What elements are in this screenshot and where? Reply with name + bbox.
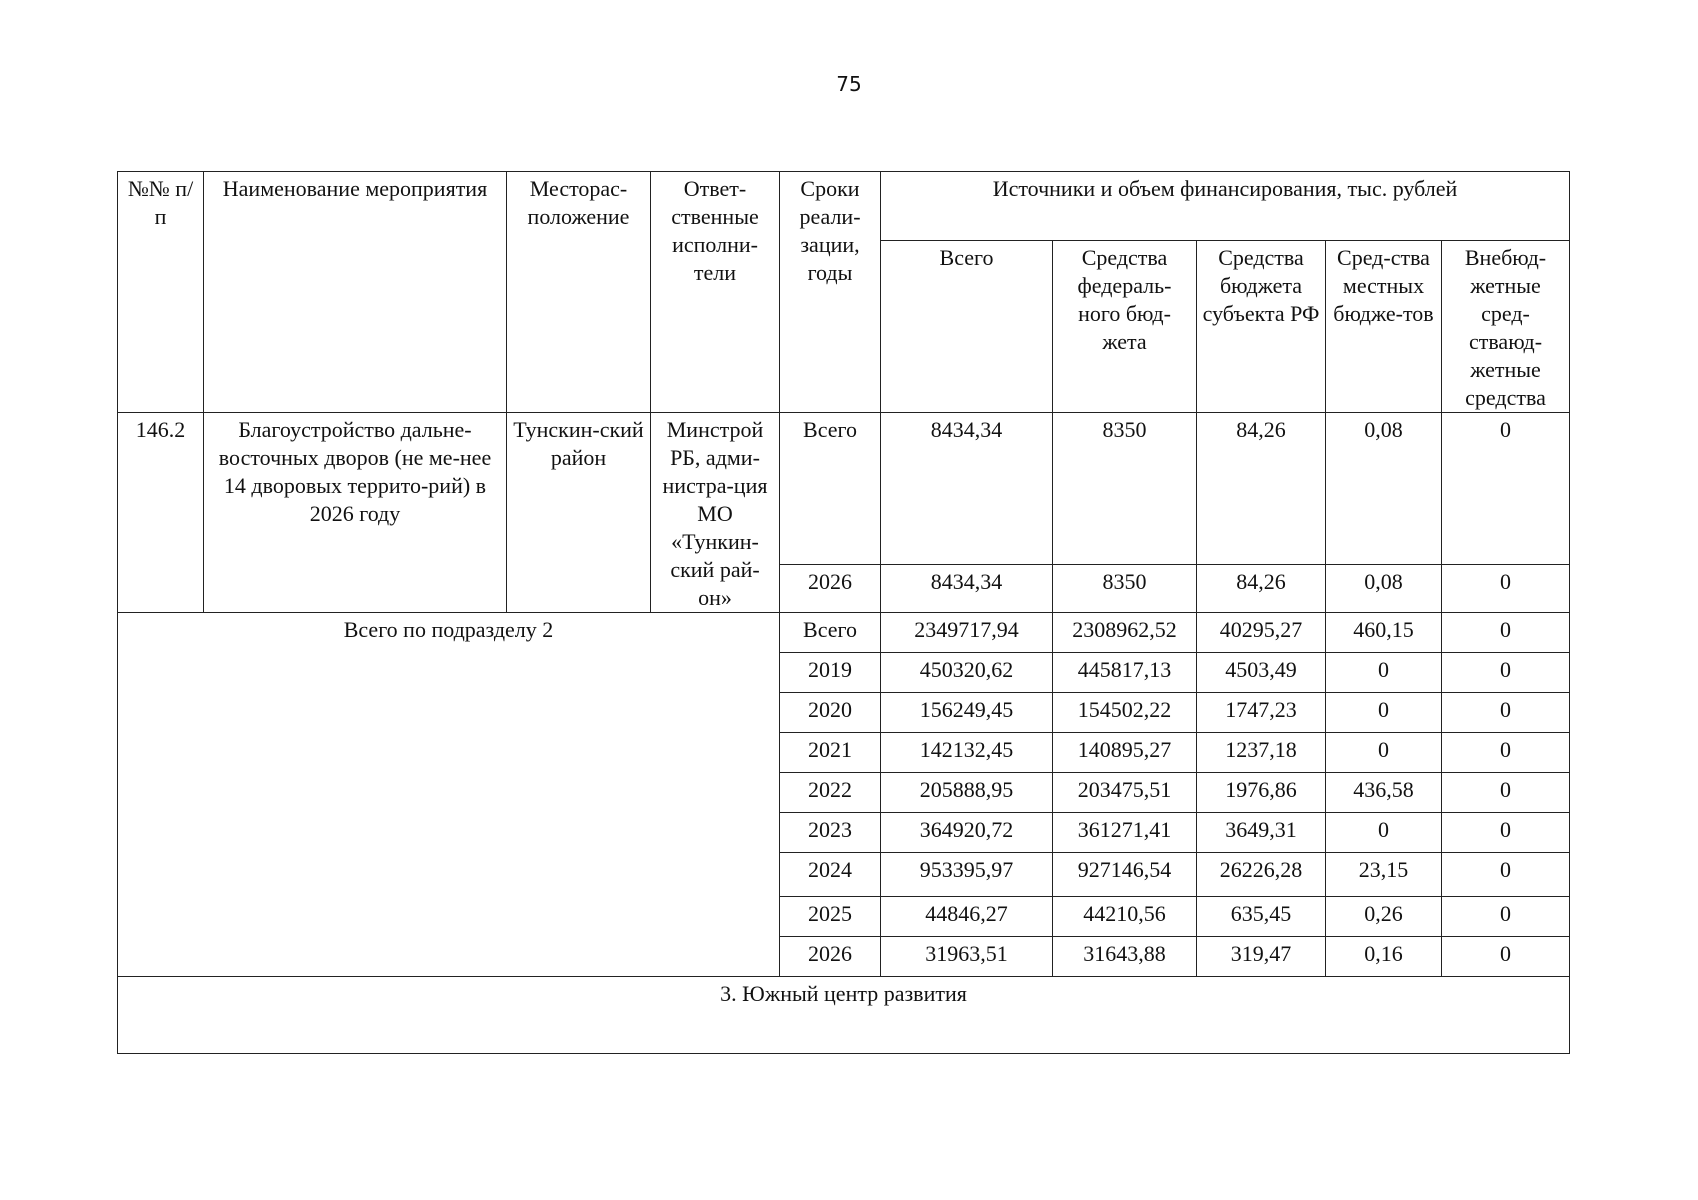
item-federal: 8350	[1053, 413, 1197, 565]
subtotal-total: 2349717,94	[881, 613, 1053, 653]
header-regional: Средства бюджета субъекта РФ	[1197, 241, 1326, 413]
subtotal-federal: 140895,27	[1053, 733, 1197, 773]
header-row-1	[118, 172, 1570, 241]
table-row	[118, 413, 1570, 565]
subtotal-federal: 445817,13	[1053, 653, 1197, 693]
subtotal-federal: 31643,88	[1053, 937, 1197, 977]
item-extra: 0	[1442, 565, 1570, 613]
subtotal-federal: 44210,56	[1053, 897, 1197, 937]
subtotal-period: 2021	[780, 733, 881, 773]
subtotal-extra: 0	[1442, 853, 1570, 897]
subtotal-total: 31963,51	[881, 937, 1053, 977]
item-total: 8434,34	[881, 565, 1053, 613]
subtotal-local: 0	[1326, 693, 1442, 733]
subtotal-local: 0	[1326, 653, 1442, 693]
subtotal-regional: 635,45	[1197, 897, 1326, 937]
subtotal-federal: 154502,22	[1053, 693, 1197, 733]
subtotal-period: 2024	[780, 853, 881, 897]
subtotal-local: 23,15	[1326, 853, 1442, 897]
item-total: 8434,34	[881, 413, 1053, 565]
subtotal-extra: 0	[1442, 813, 1570, 853]
subtotal-extra: 0	[1442, 897, 1570, 937]
item-extra: 0	[1442, 413, 1570, 565]
header-responsible: Ответ-ственные исполни-тели	[651, 172, 780, 413]
subtotal-federal: 927146,54	[1053, 853, 1197, 897]
subtotal-extra: 0	[1442, 693, 1570, 733]
item-period: Всего	[780, 413, 881, 565]
subtotal-regional: 26226,28	[1197, 853, 1326, 897]
item-period: 2026	[780, 565, 881, 613]
header-funding-group: Источники и объем финансирования, тыс. рублей	[881, 172, 1570, 241]
item-location: Тунскин-ский район	[507, 413, 651, 613]
item-federal: 8350	[1053, 565, 1197, 613]
subtotal-local: 460,15	[1326, 613, 1442, 653]
subtotal-total: 44846,27	[881, 897, 1053, 937]
item-local: 0,08	[1326, 565, 1442, 613]
subtotal-local: 0	[1326, 733, 1442, 773]
subtotal-regional: 4503,49	[1197, 653, 1326, 693]
subtotal-label: Всего по подразделу 2	[118, 613, 780, 977]
subtotal-regional: 1237,18	[1197, 733, 1326, 773]
subtotal-federal: 203475,51	[1053, 773, 1197, 813]
subtotal-period: 2023	[780, 813, 881, 853]
header-extra: Внебюд-жетные сред-стваюд-жетные средства	[1442, 241, 1570, 413]
subtotal-period: Всего	[780, 613, 881, 653]
subtotal-total: 953395,97	[881, 853, 1053, 897]
item-local: 0,08	[1326, 413, 1442, 565]
header-federal: Средства федераль-ного бюд-жета	[1053, 241, 1197, 413]
subtotal-local: 436,58	[1326, 773, 1442, 813]
subtotal-total: 450320,62	[881, 653, 1053, 693]
item-regional: 84,26	[1197, 413, 1326, 565]
subtotal-period: 2022	[780, 773, 881, 813]
subtotal-total: 156249,45	[881, 693, 1053, 733]
subtotal-federal: 2308962,52	[1053, 613, 1197, 653]
subtotal-local: 0,16	[1326, 937, 1442, 977]
subtotal-period: 2020	[780, 693, 881, 733]
page-number: 75	[836, 72, 862, 96]
subtotal-period: 2026	[780, 937, 881, 977]
subtotal-extra: 0	[1442, 773, 1570, 813]
subtotal-total: 142132,45	[881, 733, 1053, 773]
header-name: Наименование мероприятия	[204, 172, 507, 413]
subtotal-regional: 3649,31	[1197, 813, 1326, 853]
subtotal-regional: 1747,23	[1197, 693, 1326, 733]
subtotal-total: 364920,72	[881, 813, 1053, 853]
item-regional: 84,26	[1197, 565, 1326, 613]
subtotal-local: 0,26	[1326, 897, 1442, 937]
subtotal-extra: 0	[1442, 653, 1570, 693]
item-name: Благоустройство дальне-восточных дворов (не ме-нее 14 дворовых террито-рий) в 2026 году	[204, 413, 507, 613]
subtotal-extra: 0	[1442, 733, 1570, 773]
header-num: №№ п/п	[118, 172, 204, 413]
item-responsible: Минстрой РБ, адми-нистра-ция МО «Тункин-ский рай-он»	[651, 413, 780, 613]
header-total: Всего	[881, 241, 1053, 413]
subtotal-total: 205888,95	[881, 773, 1053, 813]
subtotal-period: 2019	[780, 653, 881, 693]
subtotal-regional: 1976,86	[1197, 773, 1326, 813]
subtotal-federal: 361271,41	[1053, 813, 1197, 853]
header-period: Сроки реали-зации, годы	[780, 172, 881, 413]
header-location: Месторас-положение	[507, 172, 651, 413]
subtotal-extra: 0	[1442, 937, 1570, 977]
subtotal-local: 0	[1326, 813, 1442, 853]
table-row	[118, 613, 1570, 653]
subtotal-regional: 319,47	[1197, 937, 1326, 977]
subtotal-regional: 40295,27	[1197, 613, 1326, 653]
item-num: 146.2	[118, 413, 204, 613]
header-local: Сред-ства местных бюдже-тов	[1326, 241, 1442, 413]
subtotal-extra: 0	[1442, 613, 1570, 653]
section-title: 3. Южный центр развития	[118, 977, 1570, 1054]
subtotal-period: 2025	[780, 897, 881, 937]
section-row	[118, 977, 1570, 1054]
funding-table	[117, 171, 1570, 1054]
